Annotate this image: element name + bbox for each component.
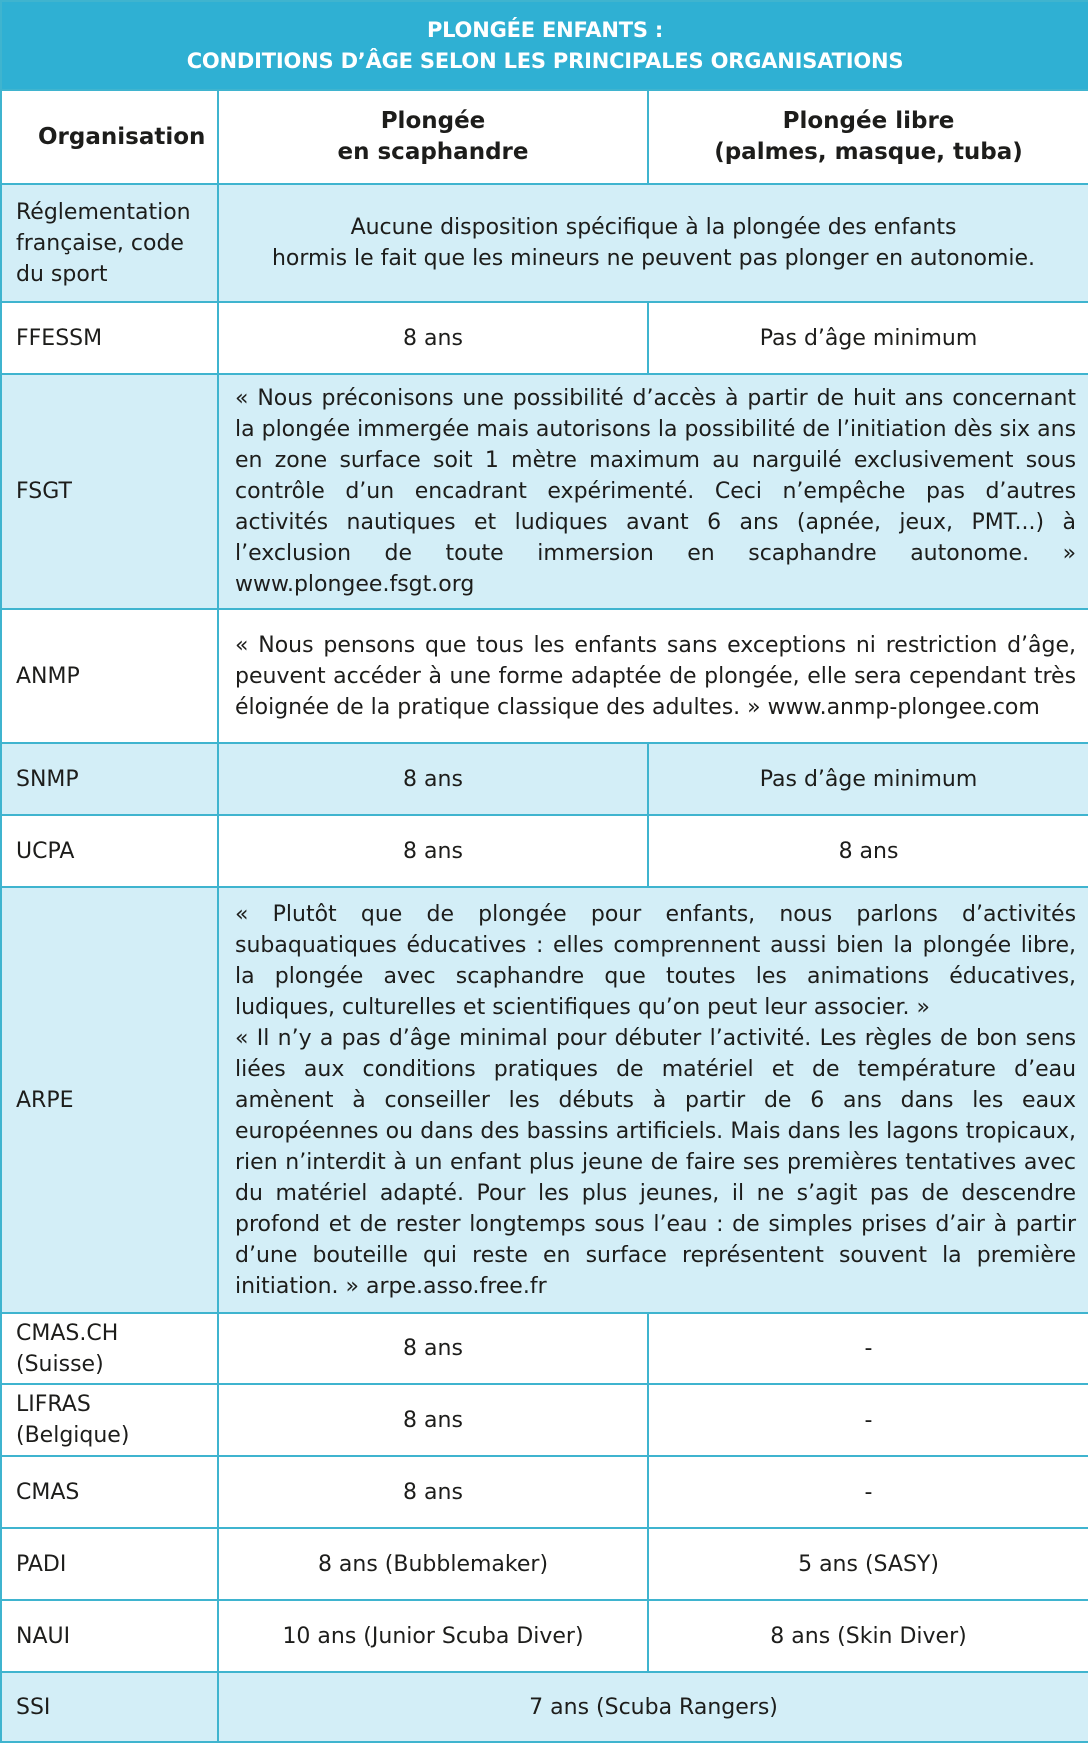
row-merged-paragraph-1: « Plutôt que de plongée pour enfants, nous parlons d’activités subaquatiques éducatives : elles comprennent aussi bien la plongée libre, la plongée avec scaphandre que toutes les animations éducatives, ludiques, culturelles et scientifiques qu’on peut leur associer. »	[235, 901, 1077, 1020]
table-row	[1, 1384, 1088, 1456]
header-row	[1, 90, 1088, 184]
row-organisation: UCPA	[1, 815, 218, 887]
header-libre	[648, 90, 1088, 184]
row-scaphandre-value: 8 ans	[218, 743, 648, 815]
table-row	[1, 1528, 1088, 1600]
row-organisation: PADI	[1, 1528, 218, 1600]
row-merged-text: 7 ans (Scuba Rangers)	[218, 1672, 1088, 1742]
row-libre-value: Pas d’âge minimum	[648, 302, 1088, 374]
header-scaphandre	[218, 90, 648, 184]
table-title	[1, 1, 1088, 90]
row-organisation: ANMP	[1, 609, 218, 743]
table-row	[1, 609, 1088, 743]
row-libre-value: Pas d’âge minimum	[648, 743, 1088, 815]
row-merged-cell	[218, 887, 1088, 1313]
table-title-line2: CONDITIONS D’ÂGE SELON LES PRINCIPALES ORGANISATIONS	[186, 48, 904, 73]
row-organisation: NAUI	[1, 1600, 218, 1672]
row-merged-text: « Nous préconisons une possibilité d’accès à partir de huit ans concernant la plongée immergée mais autorisons la possibilité de l’initiation dès six ans en zone surface soit 1 mètre maximum au narguilé exclusivement sous contrôle d’un encadrant expérimenté. Ceci n’empêche pas d’autres activités nautiques et ludiques avant 6 ans (apnée, jeux, PMT...) à l’exclusion de toute immersion en scaphandre autonome. » www.plongee.fsgt.org	[218, 374, 1088, 609]
row-merged-cell	[218, 184, 1088, 302]
table-row	[1, 302, 1088, 374]
row-scaphandre-value: 8 ans	[218, 1456, 648, 1528]
row-libre-value: 8 ans (Skin Diver)	[648, 1600, 1088, 1672]
row-organisation: FSGT	[1, 374, 218, 609]
row-merged-line1: Aucune disposition spécifique à la plongée des enfants	[350, 215, 957, 240]
row-organisation: FFESSM	[1, 302, 218, 374]
row-organisation: CMAS	[1, 1456, 218, 1528]
table-row	[1, 1600, 1088, 1672]
row-scaphandre-value: 8 ans	[218, 1384, 648, 1456]
table-row	[1, 374, 1088, 609]
table-row	[1, 1313, 1088, 1384]
row-organisation: SNMP	[1, 743, 218, 815]
row-libre-value: 5 ans (SASY)	[648, 1528, 1088, 1600]
row-scaphandre-value: 8 ans	[218, 815, 648, 887]
header-organisation: Organisation	[1, 90, 218, 184]
table-row	[1, 743, 1088, 815]
row-libre-value: 8 ans	[648, 815, 1088, 887]
table-row	[1, 1672, 1088, 1742]
table-title-line1: PLONGÉE ENFANTS :	[426, 17, 664, 42]
table-row	[1, 887, 1088, 1313]
header-libre-line2: (palmes, masque, tuba)	[714, 139, 1023, 165]
row-merged-text: « Nous pensons que tous les enfants sans exceptions ni restriction d’âge, peuvent accéder à une forme adaptée de plongée, elle sera cependant très éloignée de la pratique classique des adultes. » www.anmp-plongee.com	[218, 609, 1088, 743]
header-scaphandre-line2: en scaphandre	[337, 139, 529, 165]
row-libre-value: -	[648, 1384, 1088, 1456]
row-organisation: Réglementation française, code du sport	[1, 184, 218, 302]
header-libre-line1: Plongée libre	[782, 108, 955, 134]
table-row	[1, 1456, 1088, 1528]
row-libre-value: -	[648, 1456, 1088, 1528]
table-row	[1, 815, 1088, 887]
row-organisation: ARPE	[1, 887, 218, 1313]
row-scaphandre-value: 8 ans	[218, 302, 648, 374]
row-organisation: CMAS.CH (Suisse)	[1, 1313, 218, 1384]
row-scaphandre-value: 8 ans	[218, 1313, 648, 1384]
table-row	[1, 184, 1088, 302]
row-libre-value: -	[648, 1313, 1088, 1384]
row-scaphandre-value: 10 ans (Junior Scuba Diver)	[218, 1600, 648, 1672]
row-merged-line2: hormis le fait que les mineurs ne peuvent pas plonger en autonomie.	[271, 246, 1036, 271]
table-title-row	[1, 1, 1088, 90]
row-merged-paragraph-2: « Il n’y a pas d’âge minimal pour débuter l’activité. Les règles de bon sens liées aux conditions pratiques de matériel et de température d’eau amènent à conseiller les débuts à partir de 6 ans dans les eaux européennes ou dans des bassins artificiels. Mais dans les lagons tropicaux, rien n’interdit à un enfant plus jeune de faire ses premières tentatives avec du matériel adapté. Pour les plus jeunes, il ne s’agit pas de descendre profond et de rester longtemps sous l’eau : de simples prises d’air à partir d’une bouteille qui reste en surface représentent souvent la première initiation. » arpe.asso.free.fr	[235, 1025, 1077, 1299]
row-scaphandre-value: 8 ans (Bubblemaker)	[218, 1528, 648, 1600]
header-scaphandre-line1: Plongée	[380, 108, 486, 134]
row-organisation: LIFRAS (Belgique)	[1, 1384, 218, 1456]
row-organisation: SSI	[1, 1672, 218, 1742]
